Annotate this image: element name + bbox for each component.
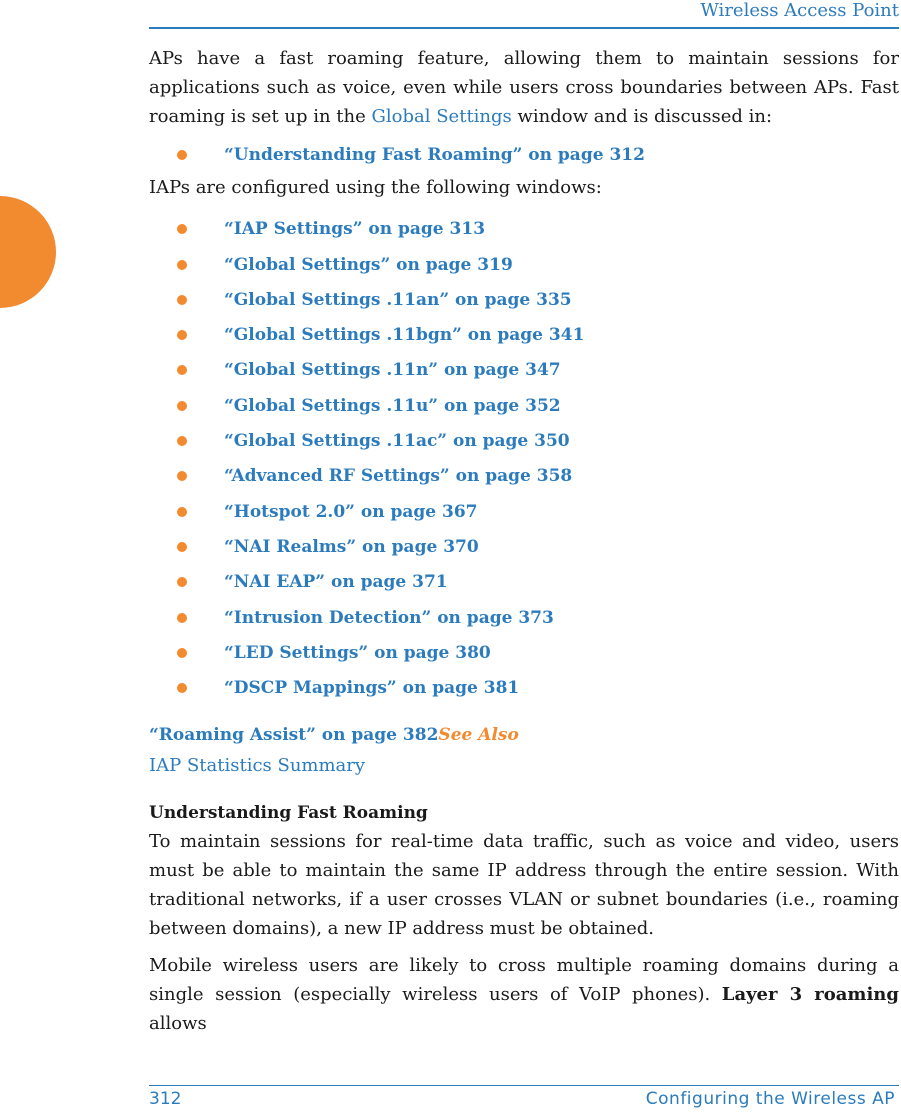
- see-also-heading: See Also: [438, 725, 519, 746]
- fast-roaming-list: [149, 143, 899, 178]
- list-item: [149, 500, 899, 535]
- running-header-title: Wireless Access Point: [700, 0, 899, 21]
- window-link[interactable]: “Global Settings .11u” on page 352: [224, 395, 561, 416]
- window-link[interactable]: “Hotspot 2.0” on page 367: [224, 501, 478, 522]
- list-item: [149, 535, 899, 570]
- para2-text-end: allows: [149, 1013, 207, 1035]
- bullet-icon: [177, 224, 187, 234]
- window-link[interactable]: “Global Settings .11ac” on page 350: [224, 431, 570, 452]
- bullet-icon: [177, 683, 187, 693]
- page-content: [149, 44, 899, 1038]
- list-item: [149, 217, 899, 252]
- chapter-title: Configuring the Wireless AP: [645, 1089, 895, 1109]
- window-link[interactable]: “Intrusion Detection” on page 373: [224, 607, 554, 628]
- intro-text-end: window and is discussed in:: [511, 106, 773, 127]
- list-item: [149, 606, 899, 641]
- window-link[interactable]: “Global Settings .11n” on page 347: [224, 360, 561, 381]
- para2-text: Mobile wireless users are likely to cross multiple roaming domains during a single session (especially wireless users of VoIP phones).: [149, 955, 899, 1006]
- list-item: [149, 358, 899, 393]
- bullet-icon: [177, 436, 187, 446]
- window-link[interactable]: “Advanced RF Settings” on page 358: [224, 466, 573, 487]
- bullet-icon: [177, 507, 187, 517]
- bullet-icon: [177, 401, 187, 411]
- list-item: [149, 288, 899, 323]
- window-link[interactable]: “Global Settings .11an” on page 335: [224, 289, 572, 310]
- global-settings-link[interactable]: Global Settings: [371, 106, 512, 127]
- intro-paragraph: [149, 44, 899, 131]
- window-link[interactable]: “NAI Realms” on page 370: [224, 536, 479, 557]
- window-link[interactable]: “Global Settings .11bgn” on page 341: [224, 325, 585, 346]
- window-link[interactable]: “LED Settings” on page 380: [224, 642, 491, 663]
- bullet-icon: [177, 577, 187, 587]
- list-item: [149, 464, 899, 499]
- window-link[interactable]: “Global Settings” on page 319: [224, 254, 513, 275]
- chapter-tab-marker: [0, 196, 56, 308]
- iap-statistics-summary-link[interactable]: IAP Statistics Summary: [149, 755, 366, 777]
- window-links-list: [149, 217, 899, 711]
- windows-intro: IAPs are configured using the following windows:: [149, 177, 602, 199]
- list-item: [149, 570, 899, 605]
- understanding-fast-roaming-link[interactable]: “Understanding Fast Roaming” on page 312: [224, 145, 645, 165]
- list-item: [149, 323, 899, 358]
- bullet-icon: [177, 613, 187, 623]
- list-item: [149, 641, 899, 676]
- bullet-icon: [177, 330, 187, 340]
- roaming-assist-link[interactable]: “Roaming Assist” on page 382: [149, 725, 439, 746]
- roaming-assist-line: [149, 719, 899, 751]
- list-item: [149, 429, 899, 464]
- bullet-icon: [177, 295, 187, 305]
- page-number: 312: [149, 1089, 182, 1109]
- window-link[interactable]: “DSCP Mappings” on page 381: [224, 678, 520, 699]
- section-paragraph-2: [149, 951, 899, 1038]
- intro-text: APs have a fast roaming feature, allowing them to maintain sessions for applications such as voice, even while users cross boundaries between APs. Fast roaming is set up in the: [149, 48, 899, 127]
- window-link[interactable]: “NAI EAP” on page 371: [224, 572, 448, 593]
- list-item: [149, 394, 899, 429]
- see-also-paragraph: [149, 751, 899, 780]
- list-item: [149, 676, 899, 711]
- header-rule: [149, 27, 899, 29]
- bullet-icon: [177, 365, 187, 375]
- bullet-icon: [177, 648, 187, 658]
- window-link[interactable]: “IAP Settings” on page 313: [224, 219, 486, 240]
- bullet-icon: [177, 471, 187, 481]
- list-item: [149, 253, 899, 288]
- list-item: [149, 143, 899, 178]
- footer-rule: [149, 1085, 899, 1086]
- bullet-icon: [177, 150, 187, 160]
- bullet-icon: [177, 542, 187, 552]
- section-paragraph-1: To maintain sessions for real-time data traffic, such as voice and video, users must be able to maintain the same IP address through the entire session. With traditional networks, if a user crosses VLAN or subnet boundaries (i.e., roaming between domains), a new IP address must be obtained.: [149, 831, 899, 940]
- bullet-icon: [177, 260, 187, 270]
- section-heading: Understanding Fast Roaming: [149, 803, 428, 824]
- layer3-roaming-term: Layer 3 roaming: [721, 984, 899, 1006]
